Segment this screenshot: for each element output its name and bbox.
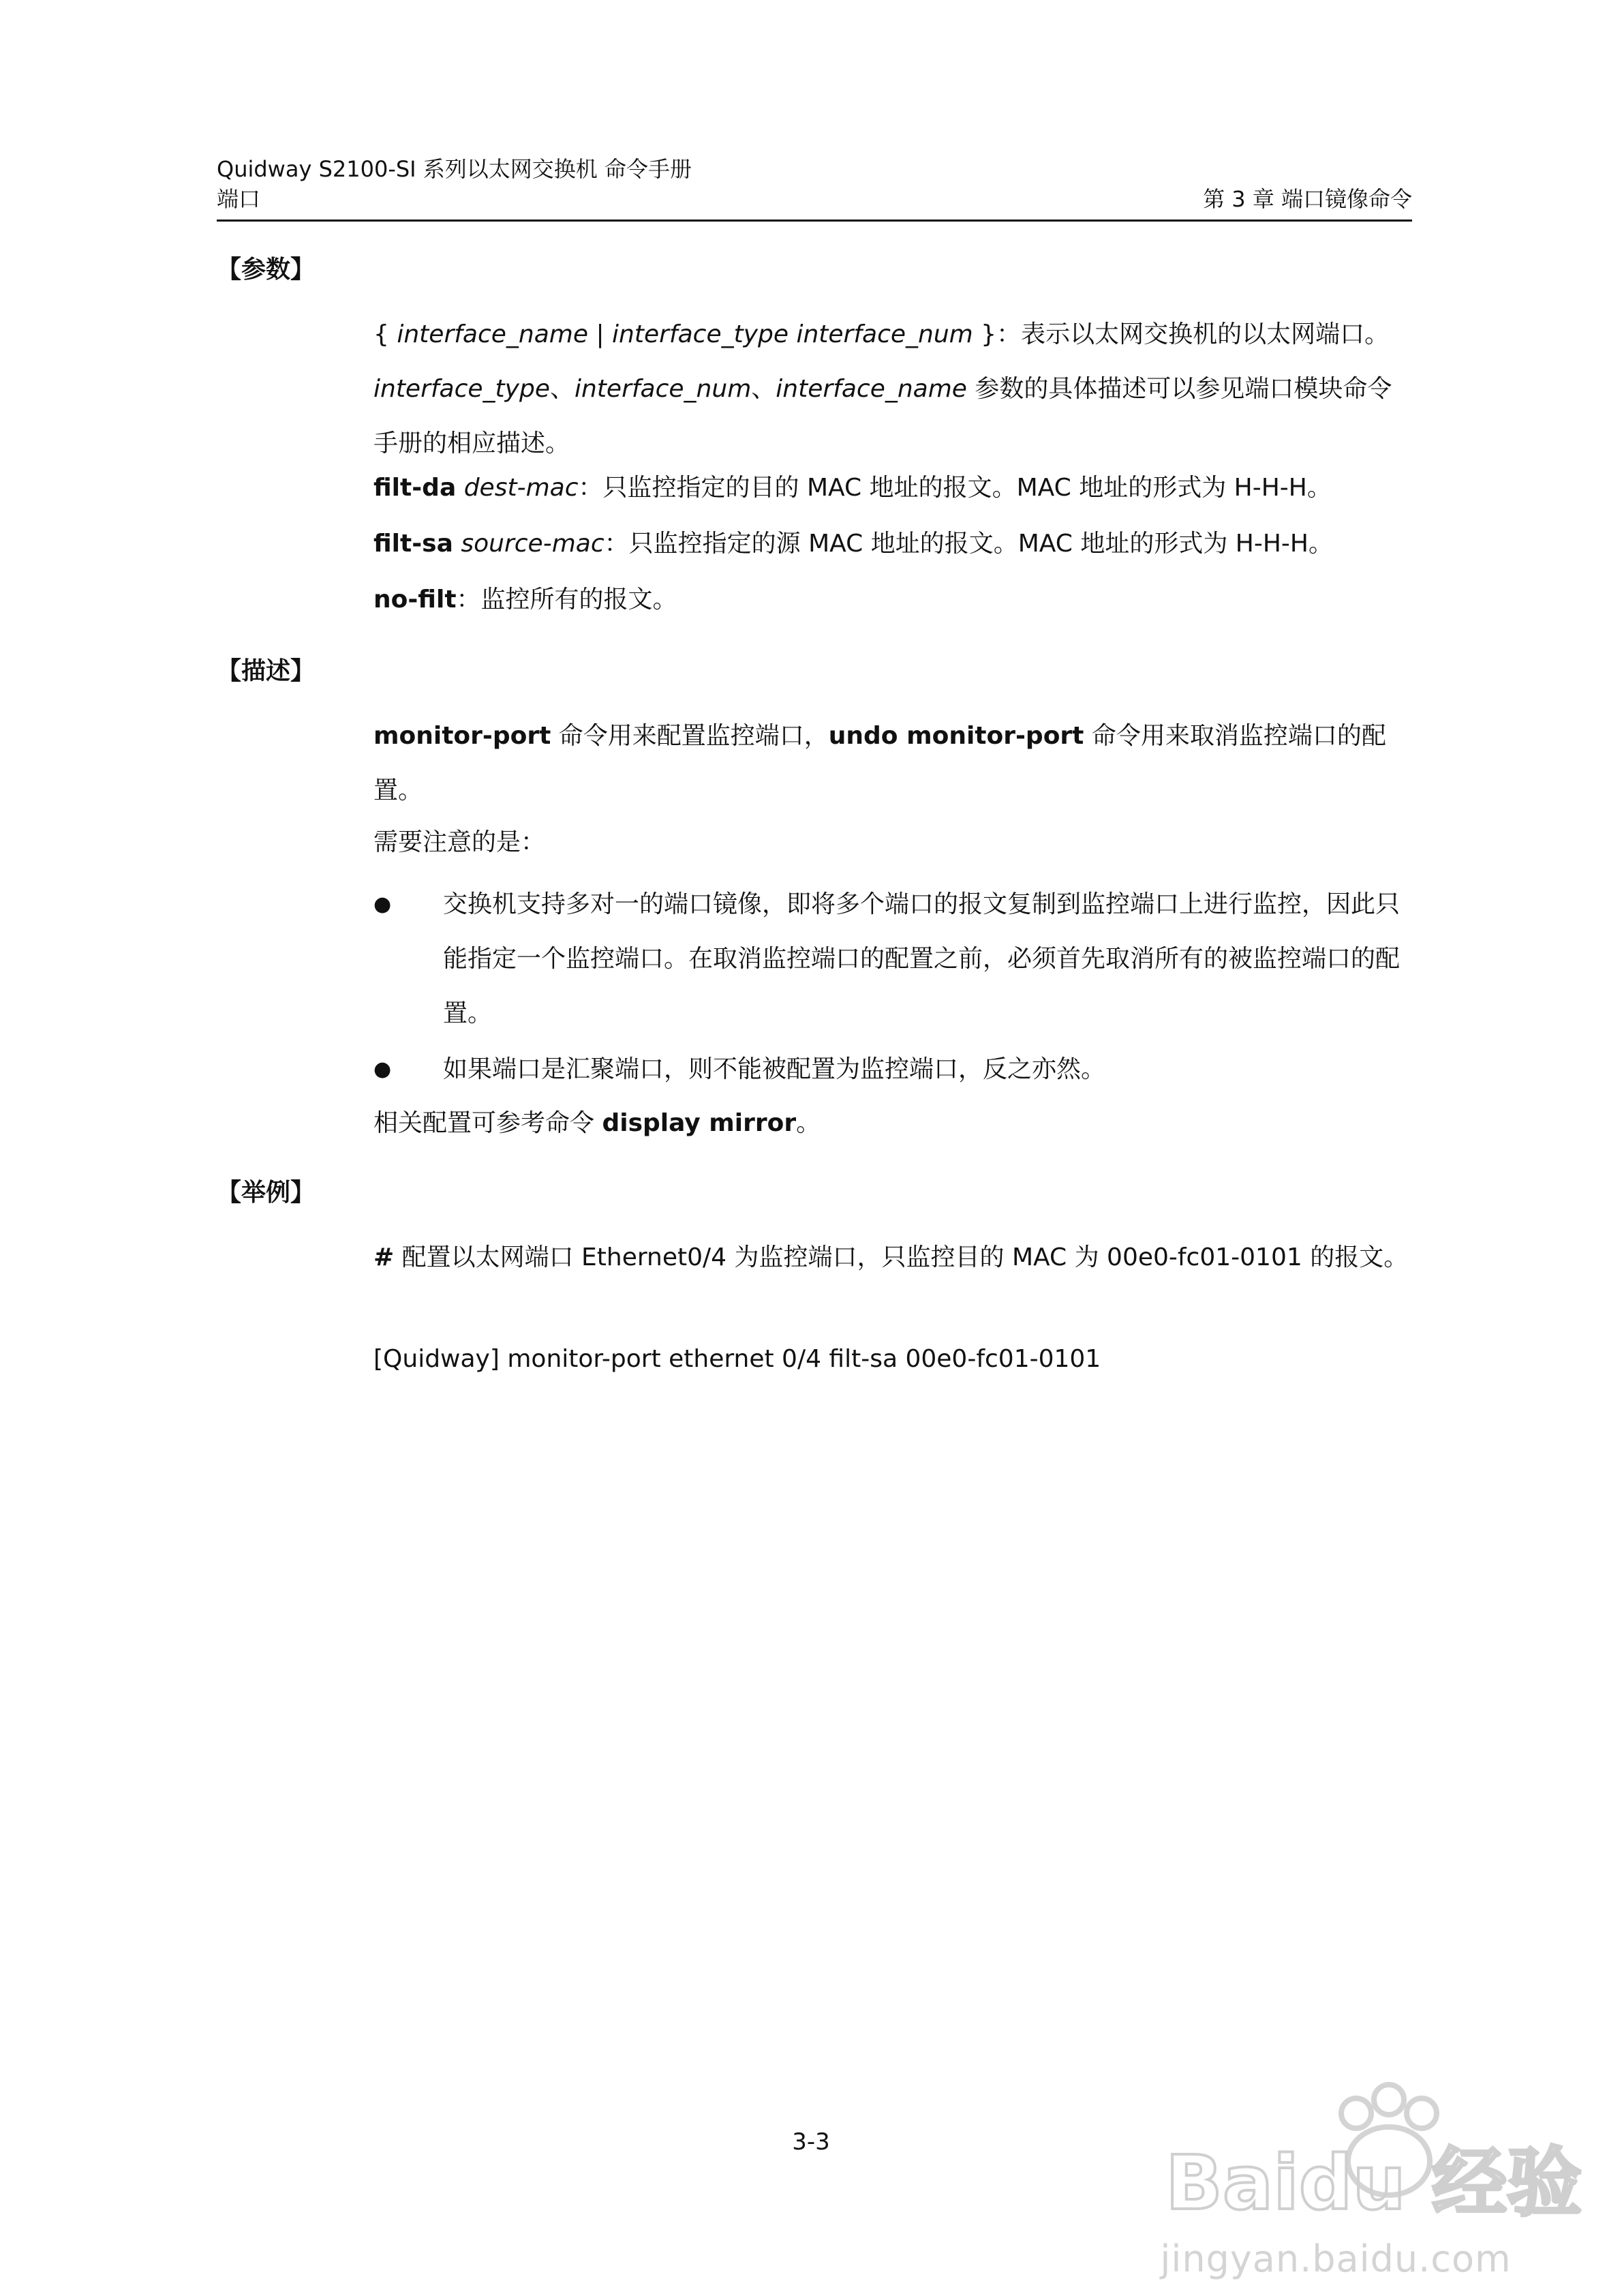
enum-comma: 、 [549,375,575,403]
param-interface-num: interface_num [796,320,973,348]
enum-comma: 、 [751,375,776,403]
description-text-1: 命令用来配置监控端口， [551,722,829,750]
params-interface-desc [373,307,1413,471]
param-interface-type: interface_type [612,320,789,348]
header-divider [217,220,1412,222]
no-filt-desc: ：监控所有的报文。 [456,586,677,614]
watermark-url: jingyan.baidu.com [1160,2237,1512,2280]
bullet-item: 交换机支持多对一的端口镜像，即将多个端口的报文复制到监控端口上进行监控，因此只能指定一个监控端口。在取消监控端口的配置之前，必须首先取消所有的被监控端口的配置。 [443,890,1401,1027]
monitor-port-command: monitor-port [373,722,551,750]
description-text-2: 命令用来取消监控端口的配置。 [373,722,1386,804]
filt-sa-arg: source-mac [461,530,605,558]
header-chapter: 第 3 章 端口镜像命令 [1203,186,1412,212]
bullet-item: 如果端口是汇聚端口，则不能被配置为监控端口，反之亦然。 [443,1055,1106,1083]
description-note: 需要注意的是： [373,828,546,856]
param-interface-name-ref: interface_name [776,375,967,403]
page-number: 3-3 [792,2128,830,2156]
filt-da-arg: dest-mac [463,474,579,502]
bullet-marker: ● [373,892,392,916]
no-filt-keyword: no-filt [373,586,457,614]
undo-monitor-port-command: undo monitor-port [828,722,1084,750]
filt-da-keyword: filt-da [373,474,457,502]
bullet-marker: ● [373,1057,392,1081]
example-description [373,1230,1413,1285]
description-text [373,709,1413,818]
display-mirror-command: display mirror [602,1109,797,1137]
brace-open: { [373,320,397,348]
example-command: [Quidway] monitor-port ethernet 0/4 filt-sa 00e0-fc01-0101 [373,1345,1101,1373]
filt-sa-desc: ：只监控指定的源 MAC 地址的报文。MAC 地址的形式为 H-H-H。 [604,530,1333,558]
watermark-logo-text: Baidu 经验 [1165,2139,1582,2226]
filt-sa-keyword: filt-sa [373,530,453,558]
param-interface-type-ref: interface_type [373,375,550,403]
params-heading: 【参数】 [217,256,316,284]
interface-desc-text: ：表示以太网交换机的以太网端口。 [996,320,1390,348]
example-text: 配置以太网端口 Ethernet0/4 为监控端口，只监控目的 MAC 为 00e0-fc01-0101 的报文。 [394,1243,1409,1271]
param-no-filt [373,585,1413,615]
param-filt-sa [373,529,1413,559]
example-heading: 【举例】 [217,1179,316,1207]
param-interface-name: interface_name [397,320,589,348]
param-interface-num-ref: interface_num [575,375,752,403]
interface-desc-ref-text: 参数的具体描述可以参见端口模块命令手册的相应描述。 [373,375,1392,457]
example-hash: # [373,1243,395,1271]
filt-da-desc: ：只监控指定的目的 MAC 地址的报文。MAC 地址的形式为 H-H-H。 [578,474,1332,502]
header-section: 端口 [217,186,261,212]
header-title: Quidway S2100-SI 系列以太网交换机 命令手册 [217,156,692,182]
related-end: 。 [796,1109,821,1137]
param-separator: | [588,320,613,348]
description-heading: 【描述】 [217,657,316,685]
brace-close: } [973,320,997,348]
related-config [373,1108,1413,1138]
param-filt-da [373,473,1413,503]
related-text: 相关配置可参考命令 [373,1109,602,1137]
